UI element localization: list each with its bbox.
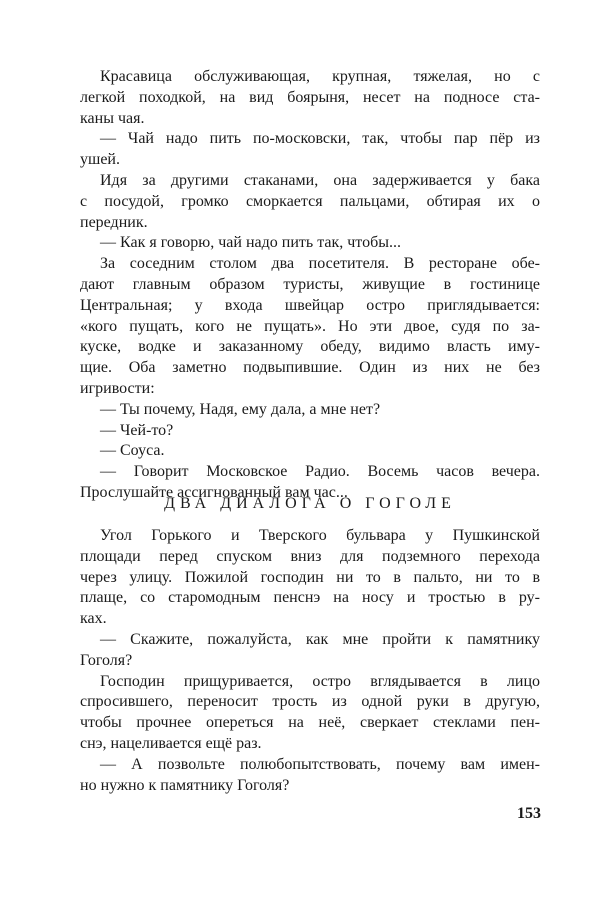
- text-line: легкой походкой, на вид боярыня, несет на подносе ста-: [80, 88, 540, 106]
- text-line: — Ты почему, Надя, ему дала, а мне нет?: [100, 400, 381, 418]
- text-line: — Чей-то?: [100, 421, 174, 439]
- text-line: — Говорит Московское Радио. Восемь часов вечера.: [100, 463, 540, 481]
- text-line: игривости:: [80, 379, 155, 397]
- text-line: Красавица обслуживающая, крупная, тяжелая, но с: [100, 68, 540, 85]
- section-heading: ДВА ДИАЛОГА О ГОГОЛЕ: [164, 495, 456, 512]
- text-line: Господин прищуривается, остро вглядывается в лицо: [100, 672, 540, 690]
- text-line: но нужно к памятнику Гоголя?: [80, 776, 290, 794]
- text-line: с посудой, громко сморкается пальцами, обтирая их о: [80, 192, 540, 210]
- text-line: щие. Оба заметно подвыпившие. Один из них не без: [80, 359, 540, 377]
- text-line: — А позвольте полюбопытствовать, почему вам имен-: [100, 755, 540, 773]
- text-line: — Как я говорю, чай надо пить так, чтобы...: [100, 234, 401, 252]
- text-line: дают главным образом туристы, живущие в гостинице: [80, 275, 540, 293]
- text-line: — Чай надо пить по-московски, так, чтобы пар пёр из: [100, 130, 540, 148]
- text-line: «кого пущать, кого не пущать». Но эти двое, судя по за-: [80, 317, 540, 335]
- text-line: Гоголя?: [80, 651, 133, 669]
- text-line: спросившего, переносит трость из одной руки в другую,: [80, 693, 540, 711]
- text-line: — Скажите, пожалуйста, как мне пройти к памятнику: [100, 630, 540, 648]
- text-line: Идя за другими стаканами, она задерживается у бака: [100, 171, 540, 189]
- text-line: каны чая.: [80, 109, 145, 127]
- text-line: плаще, со старомодным пенснэ на носу и тростью в ру-: [80, 589, 540, 607]
- text-line: снэ, нацеливается ещё раз.: [80, 734, 262, 752]
- text-line: чтобы прочнее опереться на неё, сверкает стеклами пен-: [80, 714, 540, 732]
- text-line: площади перед спуском вниз для подземного перехода: [80, 547, 540, 565]
- text-line: куске, водке и заказанному обеду, видимо власть иму-: [80, 338, 540, 356]
- text-line: — Соуса.: [100, 442, 165, 460]
- page-number: 153: [517, 805, 541, 822]
- text-line: Угол Горького и Тверского бульвара у Пушкинской: [100, 527, 540, 544]
- section-1-text: [80, 67, 540, 504]
- text-line: Прослушайте ассигнованный вам час...: [80, 483, 348, 501]
- text-line: ках.: [80, 610, 107, 628]
- section-2-text: [80, 526, 540, 796]
- text-line: через улицу. Пожилой господин ни то в пальто, ни то в: [80, 568, 540, 586]
- text-line: ушей.: [80, 151, 120, 169]
- text-line: Центральная; у входа швейцар остро приглядывается:: [80, 296, 540, 314]
- text-line: За соседним столом два посетителя. В ресторане обе-: [100, 255, 540, 273]
- text-line: передник.: [80, 213, 148, 231]
